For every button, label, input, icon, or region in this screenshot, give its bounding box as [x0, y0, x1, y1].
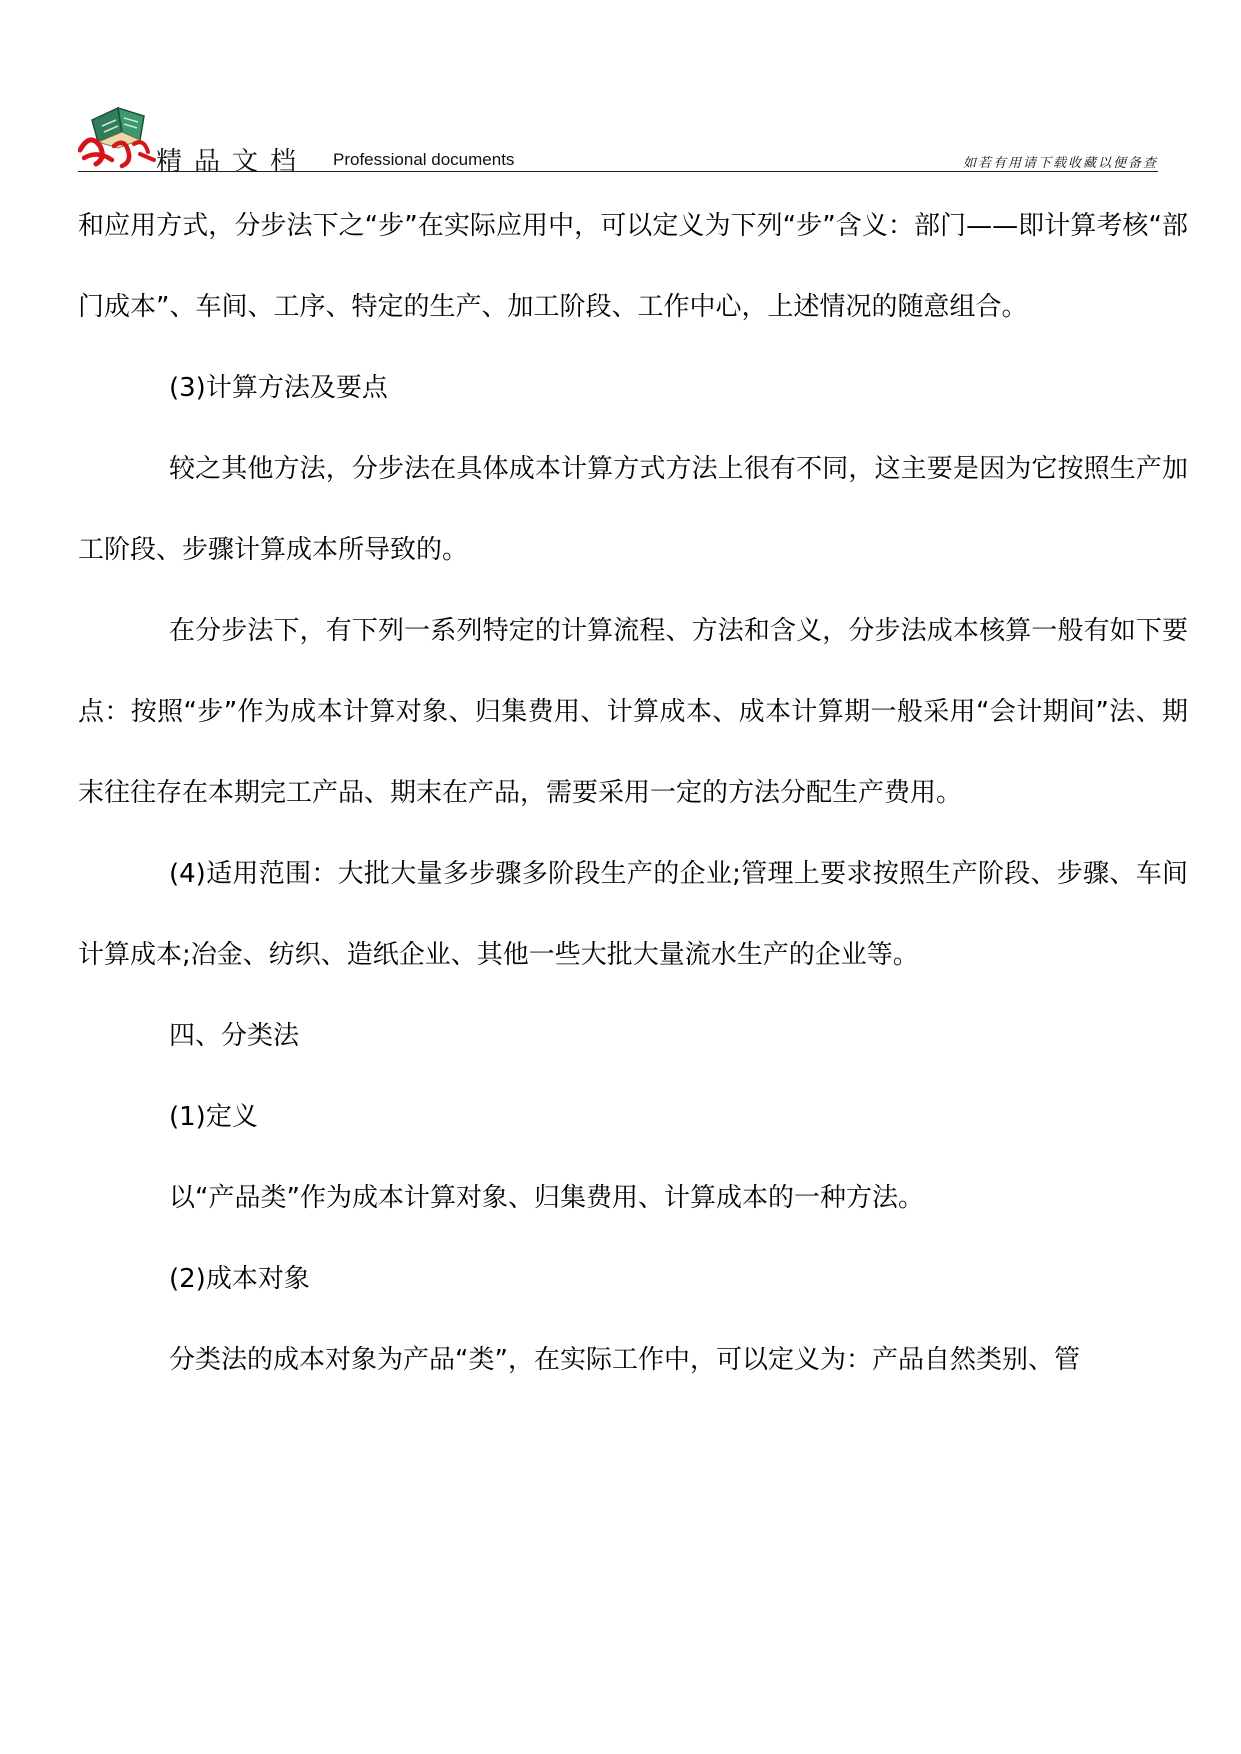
paragraph: 以“产品类”作为成本计算对象、归集费用、计算成本的一种方法。	[169, 1183, 924, 1213]
paragraph: 和应用方式，分步法下之“步”在实际应用中，可以定义为下列“步”含义：部门——即计算考核“部门成本”、车间、工序、特定的生产、加工阶段、工作中心，上述情况的随意组合。	[78, 211, 1188, 322]
section-heading: 四、分类法	[169, 1021, 300, 1051]
section-heading: (3)计算方法及要点	[169, 373, 388, 403]
paragraph: (4)适用范围：大批大量多步骤多阶段生产的企业;管理上要求按照生产阶段、步骤、车间计算成本;冶金、纺织、造纸企业、其他一些大批大量流水生产的企业等。	[78, 859, 1188, 970]
page-header	[78, 88, 1158, 178]
header-divider	[78, 171, 1158, 172]
paragraph: 在分步法下，有下列一系列特定的计算流程、方法和含义，分步法成本核算一般有如下要点：按照“步”作为成本计算对象、归集费用、计算成本、成本计算期一般采用“会计期间”法、期末往往存在本期完工产品、期末在产品，需要采用一定的方法分配生产费用。	[78, 616, 1188, 808]
document-body	[78, 186, 1188, 1401]
section-heading: (1)定义	[169, 1102, 258, 1132]
book-logo-icon	[78, 88, 160, 170]
paragraph: 较之其他方法，分步法在具体成本计算方式方法上很有不同，这主要是因为它按照生产加工阶段、步骤计算成本所导致的。	[78, 454, 1188, 565]
brand-title: 精品文档	[156, 147, 309, 177]
header-note: 如若有用请下载收藏以便备查	[962, 156, 1158, 171]
section-heading: (2)成本对象	[169, 1264, 310, 1294]
brand-subtitle: Professional documents	[333, 150, 515, 169]
paragraph: 分类法的成本对象为产品“类”，在实际工作中，可以定义为：产品自然类别、管	[169, 1345, 1080, 1375]
